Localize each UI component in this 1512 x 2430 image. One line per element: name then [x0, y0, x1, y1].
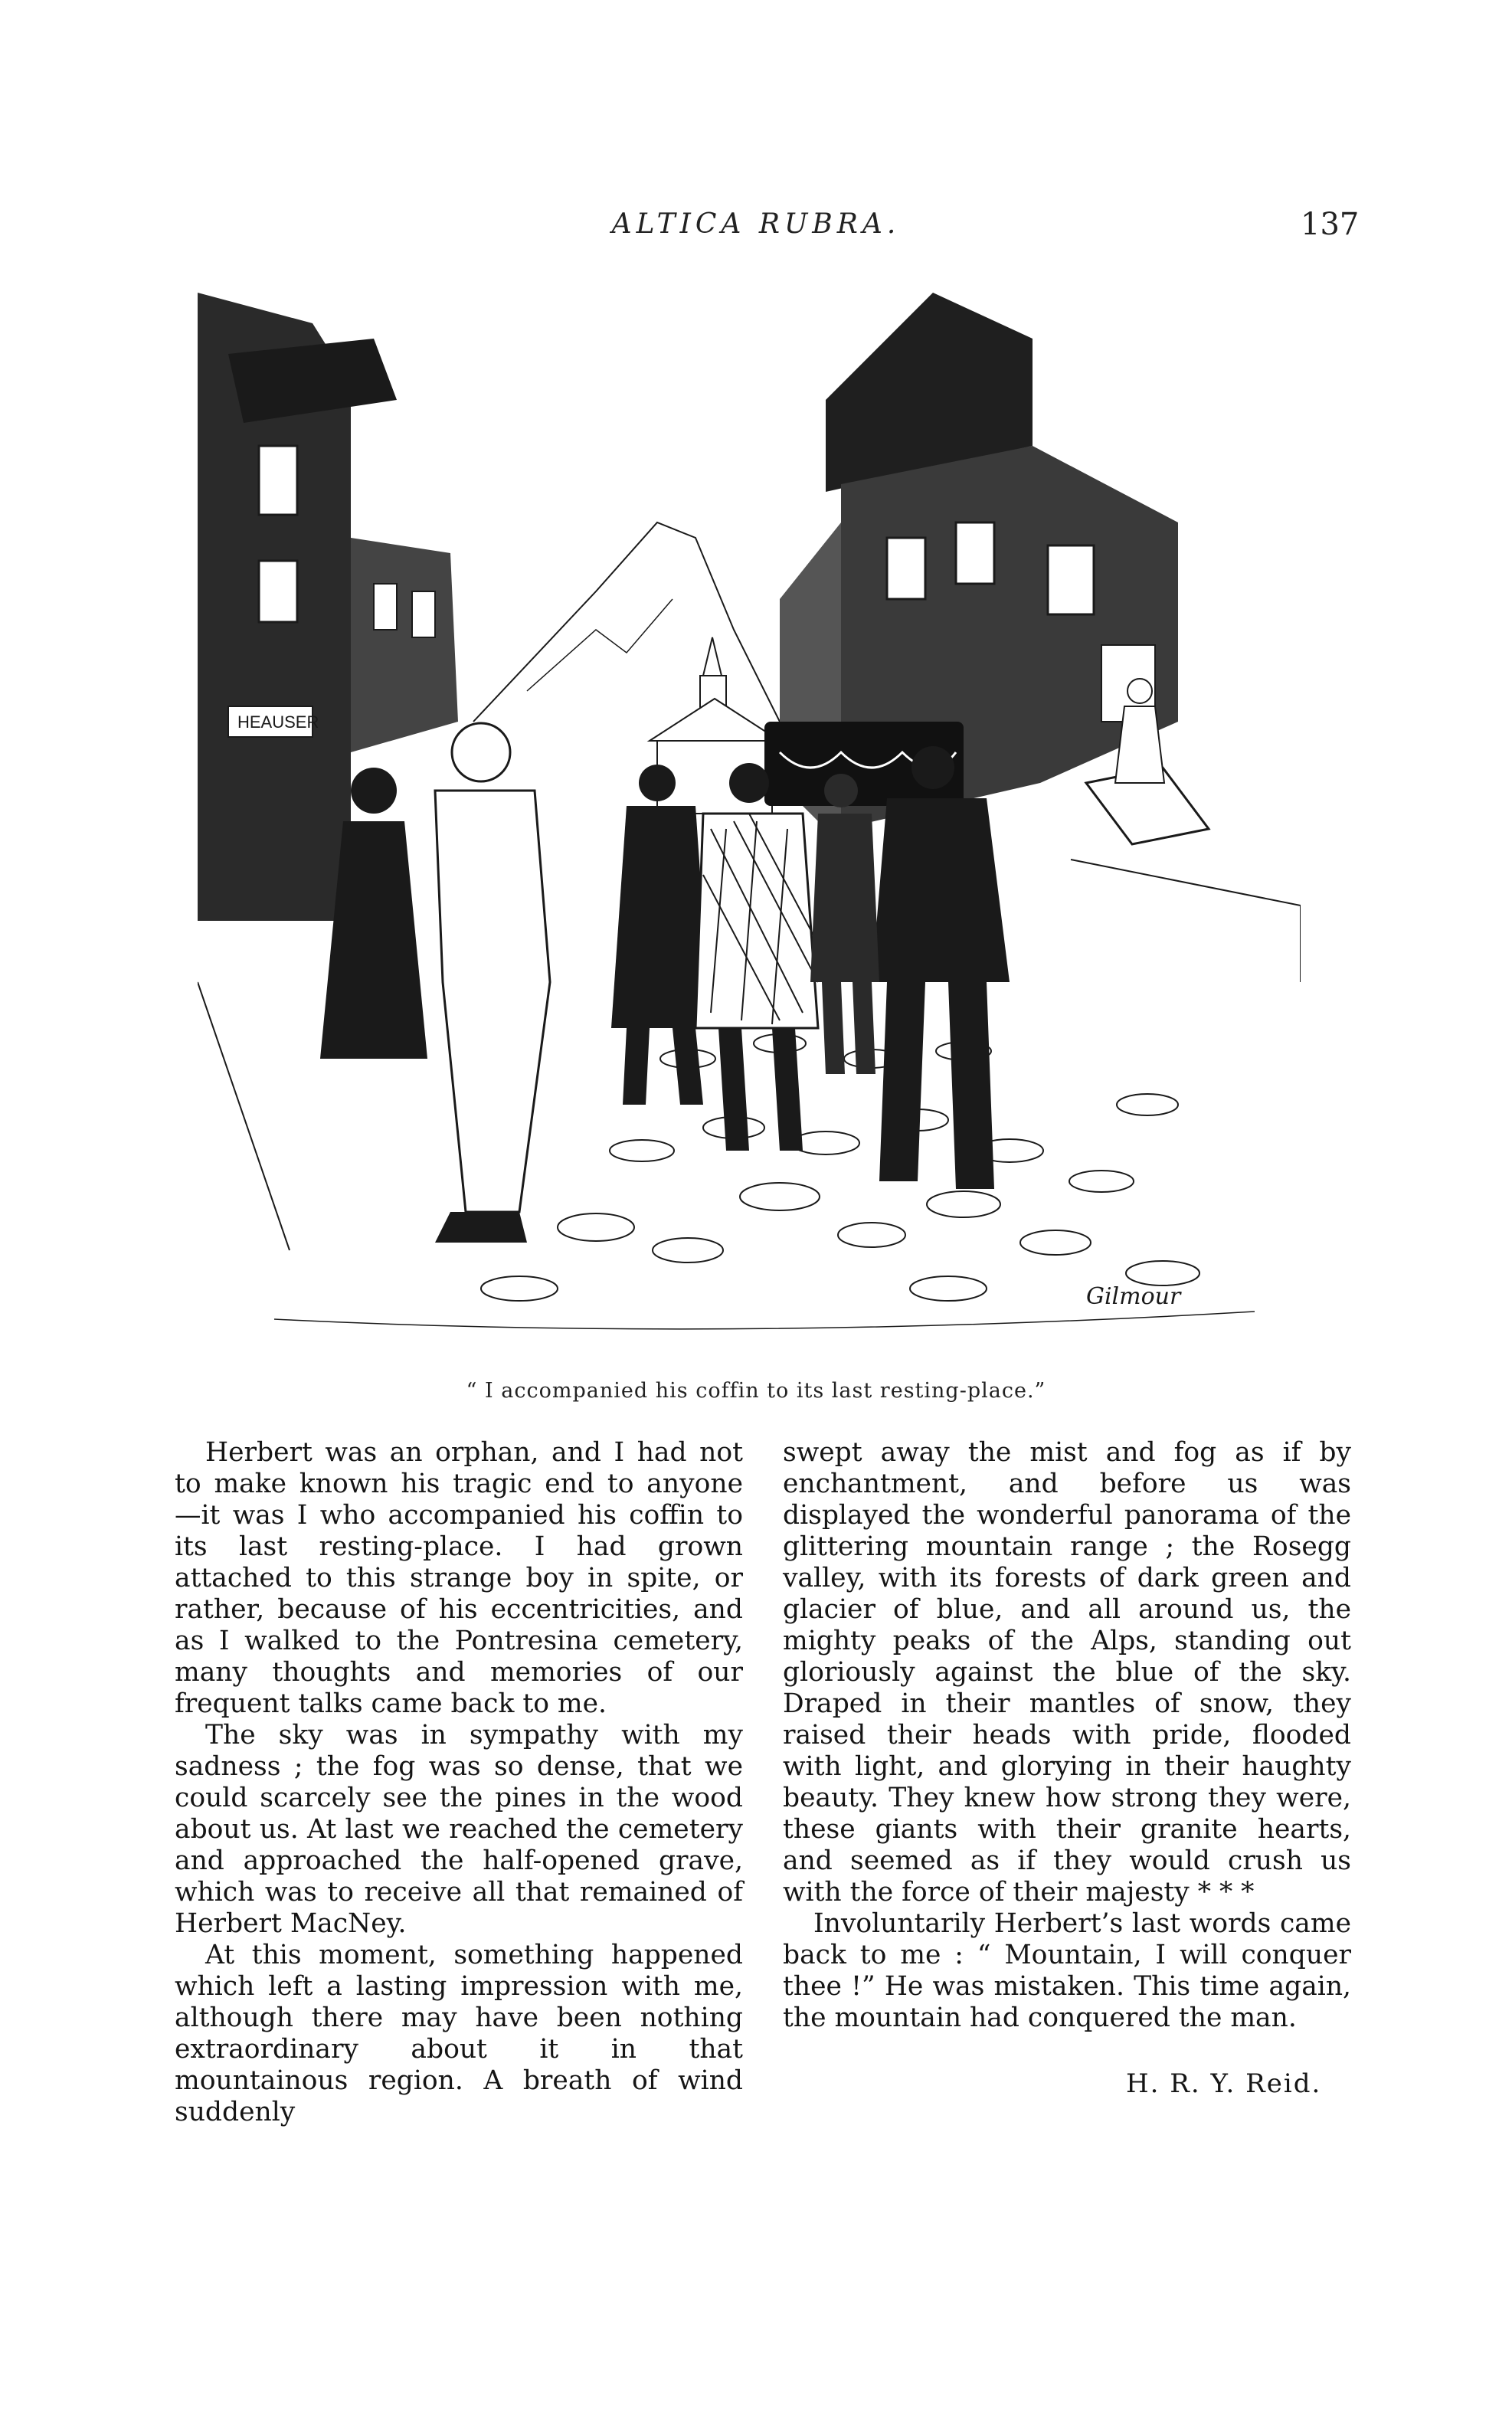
artist-signature: Gilmour — [1086, 1283, 1181, 1310]
funeral-procession-illustration — [198, 293, 1301, 1350]
paragraph: swept away the mist and fog as if by enchantment, and before us was displayed the wonderful panorama of the glittering mountain range ; the Rosegg valley, with its forests of dark green and glacier of blue, and all around us, the mighty peaks of the Alps, standing out gloriously against the blue of the sky. Draped in their mantles of snow, they raised their heads with pride, flooded with light, and glorying in their haughty beauty. They knew how strong they were, these giants with their granite hearts, and seemed as if they would crush us with the force of their majesty * * * — [783, 1437, 1351, 1908]
paragraph: The sky was in sympathy with my sadness ; the fog was so dense, that we could scarcely see the pines in the wood about us. At last we reached the cemetery and approached the half-opened grave, which was to receive all that remained of Herbert MacNey. — [175, 1720, 743, 1939]
right-column — [783, 1437, 1351, 2034]
cobblestone-street — [481, 1034, 1199, 1301]
paragraph: Involuntarily Herbert’s last words came back to me : “ Mountain, I will conquer thee !” He was mistaken. This time again, the mountain had conquered the man. — [783, 1908, 1351, 2033]
running-head: ALTICA RUBRA. — [611, 208, 901, 240]
illustration-caption: “ I accompanied his coffin to its last resting-place.” — [466, 1379, 1046, 1403]
mountain-outline — [473, 522, 780, 722]
paragraph: At this moment, something happened which left a lasting impression with me, although there may have been nothing extraordinary about it in that mountainous region. A breath of wind suddenly — [175, 1940, 743, 2127]
shop-sign: HEAUSER — [237, 712, 319, 732]
left-column — [175, 1437, 743, 2128]
author-signature: H. R. Y. Reid. — [1126, 2068, 1322, 2099]
left-buildings — [198, 293, 458, 1250]
onlookers — [320, 723, 550, 1243]
page-number: 137 — [1301, 207, 1360, 242]
paragraph: Herbert was an orphan, and I had not to make known his tragic end to anyone —it was I who accompanied his coffin to its last resting-place. I had grown attached to this strange boy in spite, or rather, because of his eccentricities, and as I walked to the Pontresina cemetery, many thoughts and memories of our frequent talks came back to me. — [175, 1437, 743, 1719]
